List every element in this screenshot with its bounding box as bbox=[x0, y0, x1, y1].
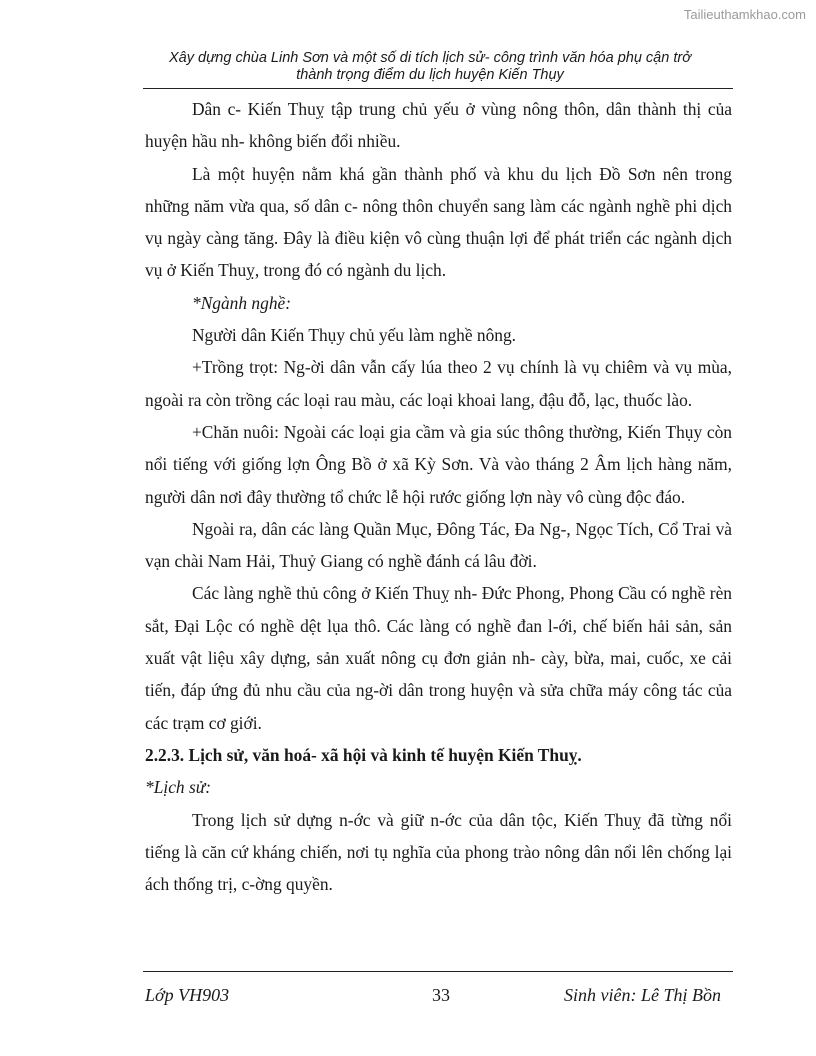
label-history: *Lịch sử: bbox=[145, 777, 212, 798]
paragraph-location: Là một huyện nằm khá gần thành phố và khu du lịch Đồ Sơn nên trong những năm vừa qua, số dân c- nông thôn chuyển sang làm các ngành nghề phi dịch vụ ngày càng tăng. Đây là điều kiện vô cùng thuận lợi để phát triển các ngành dịch vụ ở Kiến Thuỵ, trong đó có ngành du lịch. bbox=[145, 163, 732, 281]
header-line-2: thành trọng điểm du lịch huyện Kiến Thụy bbox=[296, 67, 564, 83]
footer-divider bbox=[143, 971, 733, 972]
section-heading: 2.2.3. Lịch sử, văn hoá- xã hội và kinh tế huyện Kiến Thuỵ. bbox=[145, 744, 582, 765]
paragraph-farming: +Trồng trọt: Ng-ời dân vẫn cấy lúa theo 2 vụ chính là vụ chiêm và vụ mùa, ngoài ra còn trồng các loại rau màu, các loại khoai lang, đậu đỗ, lạc, thuốc lào. bbox=[145, 357, 732, 410]
paragraph-fishing: Ngoài ra, dân các làng Quần Mục, Đông Tác, Đa Ng-, Ngọc Tích, Cổ Trai và vạn chài Nam Hải, Thuỷ Giang có nghề đánh cá lâu đời. bbox=[145, 518, 732, 572]
paragraph-livestock: +Chăn nuôi: Ngoài các loại gia cầm và gia súc thông thường, Kiến Thụy còn nổi tiếng với giống lợn Ông Bồ ở xã Kỳ Sơn. Và vào tháng 2 Âm lịch hàng năm, người dân nơi đây thường tổ chức lễ hội rước giống lợn này vô cùng độc đáo. bbox=[145, 421, 732, 507]
footer-student: Sinh viên: Lê Thị Bồn bbox=[564, 985, 721, 1005]
paragraph-crafts: Các làng nghề thủ công ở Kiến Thuỵ nh- Đức Phong, Phong Cầu có nghề rèn sắt, Đại Lộc có nghề dệt lụa thô. Các làng có nghề đan l-ới, chế biến hải sản, sản xuất vật liệu xây dựng, sản xuất nông cụ đơn giản nh- cày, bừa, mai, cuốc, xe cải tiến, đáp ứng đủ nhu cầu của ng-ời dân trong huyện và sửa chữa máy công tác của các trạm cơ giới. bbox=[145, 583, 732, 733]
footer-class: Lớp VH903 bbox=[145, 985, 230, 1005]
header-line-1: Xây dựng chùa Linh Sơn và một số di tích lịch sử- công trình văn hóa phụ cận trở bbox=[169, 50, 691, 66]
paragraph-population: Dân c- Kiến Thuỵ tập trung chủ yếu ở vùng nông thôn, dân thành thị của huyện hầu nh- không biến đổi nhiều. bbox=[145, 99, 732, 152]
page-number: 33 bbox=[432, 985, 450, 1005]
paragraph-agriculture: Người dân Kiến Thụy chủ yếu làm nghề nông. bbox=[192, 325, 517, 346]
paragraph-history: Trong lịch sử dựng n-ớc và giữ n-ớc của dân tộc, Kiến Thuỵ đã từng nổi tiếng là căn cứ kháng chiến, nơi tụ nghĩa của phong trào nông dân nổi lên chống lại ách thống trị, c-ờng quyền. bbox=[145, 809, 732, 895]
header-divider bbox=[143, 88, 733, 89]
running-header bbox=[120, 50, 740, 84]
label-occupations: *Ngành nghề: bbox=[192, 292, 292, 313]
page-body bbox=[145, 93, 732, 900]
watermark: Tailieuthamkhao.com bbox=[683, 7, 806, 22]
